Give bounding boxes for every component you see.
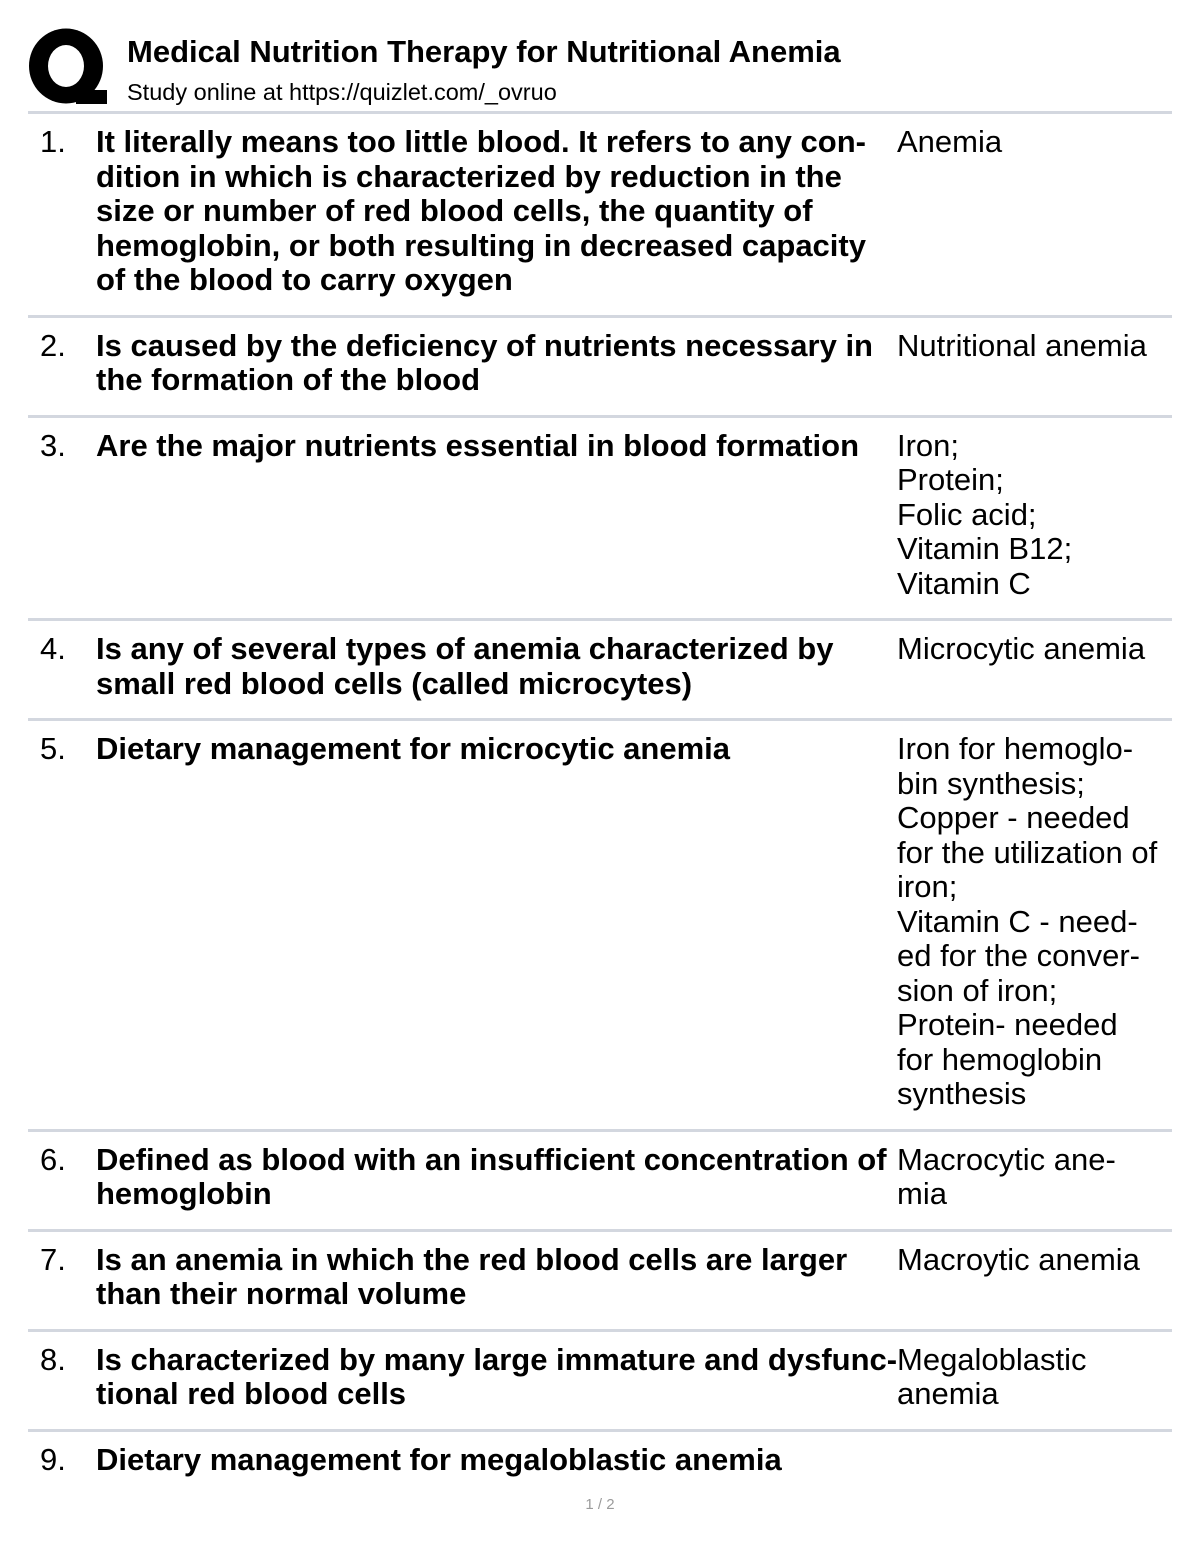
quizlet-logo-icon <box>28 28 110 110</box>
card-question: Is any of several types of anemia characterized by small red blood cells (called microcytes) <box>96 631 834 701</box>
card-question: Are the major nutrients essential in blood formation <box>96 427 860 463</box>
card-question: Dietary management for megaloblastic anemia <box>96 1441 782 1477</box>
card-number: 7. <box>40 1241 66 1277</box>
flashcard-row <box>28 1332 1172 1432</box>
flashcard-list <box>28 114 1172 1494</box>
card-answer: Anemia <box>897 124 1003 159</box>
card-answer: Nutritional anemia <box>897 327 1147 363</box>
flashcard-row <box>28 418 1172 622</box>
flashcard-row <box>28 114 1172 318</box>
card-question: Is characterized by many large immature and dysfunc- tional red blood cells <box>96 1341 898 1411</box>
card-number: 6. <box>40 1141 66 1177</box>
page-header <box>28 0 1172 114</box>
card-question: Dietary management for microcytic anemia <box>96 731 731 766</box>
card-answer: Macroytic anemia <box>897 1241 1140 1277</box>
flashcard-row <box>28 1232 1172 1332</box>
card-answer: Megaloblastic anemia <box>897 1341 1087 1411</box>
card-number: 3. <box>40 427 66 463</box>
page-number: 1 / 2 <box>585 1496 615 1513</box>
card-answer: Iron for hemoglo- bin synthesis; Copper - needed for the utilization of iron; Vitamin C - need- ed for the conver- sion of iron; Protein- needed for hemoglobin synthesis <box>897 731 1158 1111</box>
study-online-subtitle: Study online at https://quizlet.com/_ovruo <box>127 79 557 105</box>
card-answer: Microcytic anemia <box>897 631 1146 666</box>
card-number: 4. <box>40 631 66 666</box>
card-answer: Macrocytic ane- mia <box>897 1141 1116 1211</box>
card-answer: Iron; Protein; Folic acid; Vitamin B12; Vitamin C <box>897 427 1073 601</box>
flashcard-row <box>28 1132 1172 1232</box>
page-title: Medical Nutrition Therapy for Nutritional Anemia <box>127 34 841 69</box>
card-number: 5. <box>40 731 66 766</box>
card-number: 8. <box>40 1341 66 1377</box>
card-question: Defined as blood with an insufficient concentration of hemoglobin <box>96 1141 887 1211</box>
card-question: It literally means too little blood. It refers to any con- dition in which is characterized by reduction in the size or number of red blood cells, the quantity of hemoglobin, or both resulting in decreased capacity of the blood to carry oxygen <box>96 124 866 297</box>
card-question: Is an anemia in which the red blood cells are larger than their normal volume <box>96 1241 848 1311</box>
flashcard-row <box>28 1432 1172 1495</box>
card-question: Is caused by the deficiency of nutrients necessary in the formation of the blood <box>96 327 873 397</box>
flashcard-row <box>28 721 1172 1132</box>
card-number: 9. <box>40 1441 66 1477</box>
logo-tail <box>76 90 107 104</box>
card-number: 2. <box>40 327 66 363</box>
logo-hole <box>48 45 84 87</box>
flashcard-row <box>28 318 1172 418</box>
card-number: 1. <box>40 124 66 159</box>
flashcard-row <box>28 621 1172 721</box>
